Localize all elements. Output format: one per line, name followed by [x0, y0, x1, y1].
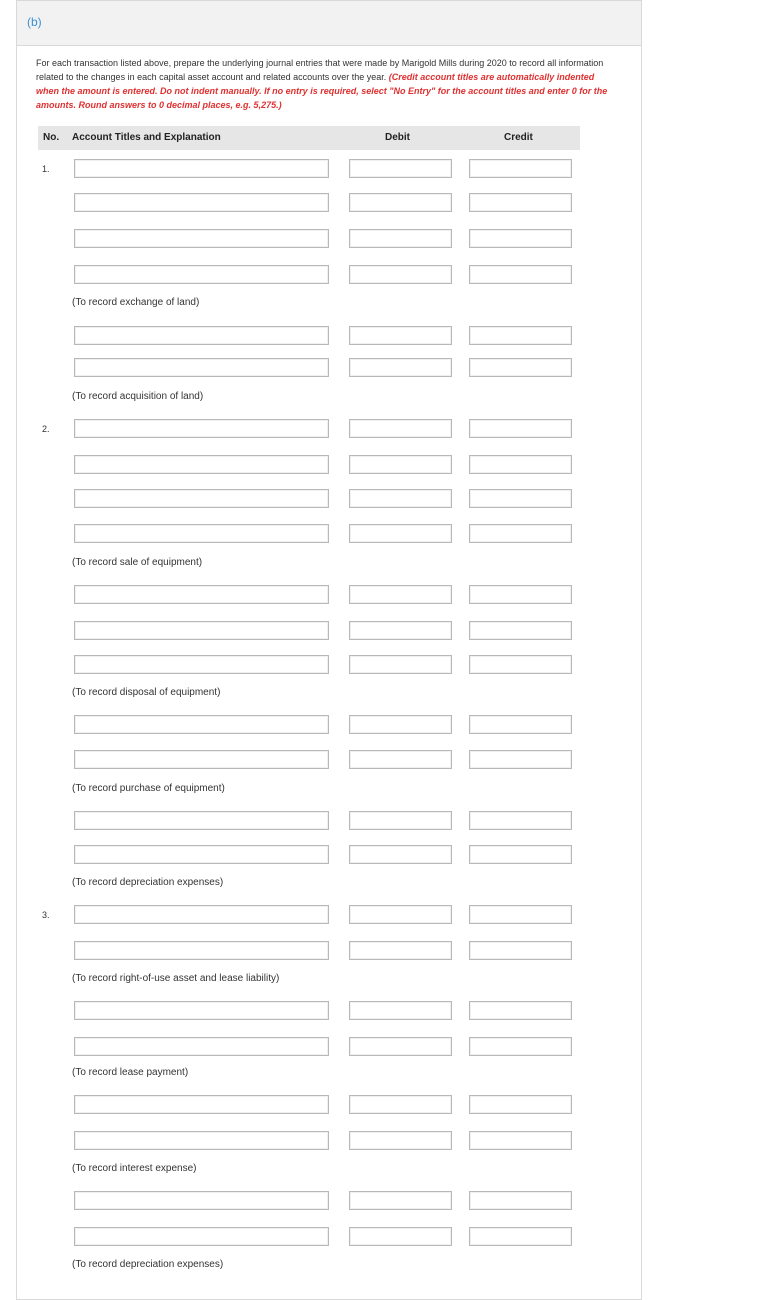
- debit-input[interactable]: [349, 1227, 452, 1246]
- account-title-input[interactable]: [74, 1227, 329, 1246]
- entry-number: 1.: [42, 164, 50, 174]
- entry-explanation: (To record purchase of equipment): [72, 783, 225, 794]
- credit-input[interactable]: [469, 159, 572, 178]
- account-title-input[interactable]: [74, 193, 329, 212]
- debit-input[interactable]: [349, 585, 452, 604]
- credit-input[interactable]: [469, 358, 572, 377]
- credit-input[interactable]: [469, 1095, 572, 1114]
- credit-input[interactable]: [469, 489, 572, 508]
- col-debit: Debit: [385, 132, 410, 143]
- credit-input[interactable]: [469, 1131, 572, 1150]
- debit-input[interactable]: [349, 811, 452, 830]
- account-title-input[interactable]: [74, 419, 329, 438]
- credit-input[interactable]: [469, 845, 572, 864]
- account-title-input[interactable]: [74, 1001, 329, 1020]
- debit-input[interactable]: [349, 326, 452, 345]
- debit-input[interactable]: [349, 621, 452, 640]
- instructions-emphasis: (Credit account titles are automatically indented when the amount is entered. Do not indent manually. If no entry is required, select "No Entry" for the account titles and enter 0 for the amounts. Round answers to 0 decimal places, e.g. 5,275.): [36, 72, 608, 110]
- account-title-input[interactable]: [74, 326, 329, 345]
- account-title-input[interactable]: [74, 455, 329, 474]
- account-title-input[interactable]: [74, 265, 329, 284]
- credit-input[interactable]: [469, 1001, 572, 1020]
- account-title-input[interactable]: [74, 489, 329, 508]
- debit-input[interactable]: [349, 655, 452, 674]
- credit-input[interactable]: [469, 1037, 572, 1056]
- entry-number: 3.: [42, 910, 50, 920]
- credit-input[interactable]: [469, 265, 572, 284]
- col-account: Account Titles and Explanation: [72, 132, 221, 143]
- account-title-input[interactable]: [74, 1095, 329, 1114]
- debit-input[interactable]: [349, 1001, 452, 1020]
- debit-input[interactable]: [349, 905, 452, 924]
- debit-input[interactable]: [349, 1037, 452, 1056]
- credit-input[interactable]: [469, 1227, 572, 1246]
- entry-explanation: (To record disposal of equipment): [72, 687, 221, 698]
- credit-input[interactable]: [469, 229, 572, 248]
- entry-explanation: (To record interest expense): [72, 1163, 197, 1174]
- credit-input[interactable]: [469, 655, 572, 674]
- table-header: [38, 126, 580, 150]
- debit-input[interactable]: [349, 265, 452, 284]
- debit-input[interactable]: [349, 524, 452, 543]
- col-no: No.: [43, 132, 60, 143]
- account-title-input[interactable]: [74, 941, 329, 960]
- credit-input[interactable]: [469, 905, 572, 924]
- account-title-input[interactable]: [74, 524, 329, 543]
- credit-input[interactable]: [469, 419, 572, 438]
- credit-input[interactable]: [469, 193, 572, 212]
- credit-input[interactable]: [469, 811, 572, 830]
- debit-input[interactable]: [349, 358, 452, 377]
- entry-explanation: (To record depreciation expenses): [72, 877, 224, 888]
- account-title-input[interactable]: [74, 715, 329, 734]
- credit-input[interactable]: [469, 621, 572, 640]
- account-title-input[interactable]: [74, 811, 329, 830]
- credit-input[interactable]: [469, 326, 572, 345]
- part-label: (b): [27, 15, 42, 29]
- account-title-input[interactable]: [74, 1191, 329, 1210]
- account-title-input[interactable]: [74, 1131, 329, 1150]
- debit-input[interactable]: [349, 455, 452, 474]
- credit-input[interactable]: [469, 941, 572, 960]
- debit-input[interactable]: [349, 845, 452, 864]
- entry-explanation: (To record right-of-use asset and lease liability): [72, 973, 280, 984]
- account-title-input[interactable]: [74, 585, 329, 604]
- debit-input[interactable]: [349, 1131, 452, 1150]
- entry-explanation: (To record depreciation expenses): [72, 1259, 224, 1270]
- debit-input[interactable]: [349, 229, 452, 248]
- debit-input[interactable]: [349, 941, 452, 960]
- credit-input[interactable]: [469, 524, 572, 543]
- credit-input[interactable]: [469, 1191, 572, 1210]
- instructions-text: For each transaction listed above, prepare the underlying journal entries that were made by Marigold Mills during 2020 to record all information related to the changes in each capital asset account and related accounts over the year.: [36, 58, 604, 82]
- part-header: [17, 1, 641, 46]
- entry-explanation: (To record lease payment): [72, 1067, 189, 1078]
- debit-input[interactable]: [349, 159, 452, 178]
- debit-input[interactable]: [349, 1095, 452, 1114]
- entry-number: 2.: [42, 424, 50, 434]
- col-credit: Credit: [504, 132, 533, 143]
- credit-input[interactable]: [469, 455, 572, 474]
- credit-input[interactable]: [469, 715, 572, 734]
- credit-input[interactable]: [469, 750, 572, 769]
- account-title-input[interactable]: [74, 621, 329, 640]
- entry-explanation: (To record exchange of land): [72, 297, 200, 308]
- debit-input[interactable]: [349, 1191, 452, 1210]
- account-title-input[interactable]: [74, 159, 329, 178]
- account-title-input[interactable]: [74, 229, 329, 248]
- debit-input[interactable]: [349, 193, 452, 212]
- debit-input[interactable]: [349, 419, 452, 438]
- account-title-input[interactable]: [74, 905, 329, 924]
- instructions: [36, 56, 614, 112]
- debit-input[interactable]: [349, 489, 452, 508]
- debit-input[interactable]: [349, 715, 452, 734]
- credit-input[interactable]: [469, 585, 572, 604]
- account-title-input[interactable]: [74, 750, 329, 769]
- entry-explanation: (To record sale of equipment): [72, 557, 203, 568]
- account-title-input[interactable]: [74, 358, 329, 377]
- account-title-input[interactable]: [74, 845, 329, 864]
- account-title-input[interactable]: [74, 1037, 329, 1056]
- entry-explanation: (To record acquisition of land): [72, 391, 204, 402]
- debit-input[interactable]: [349, 750, 452, 769]
- account-title-input[interactable]: [74, 655, 329, 674]
